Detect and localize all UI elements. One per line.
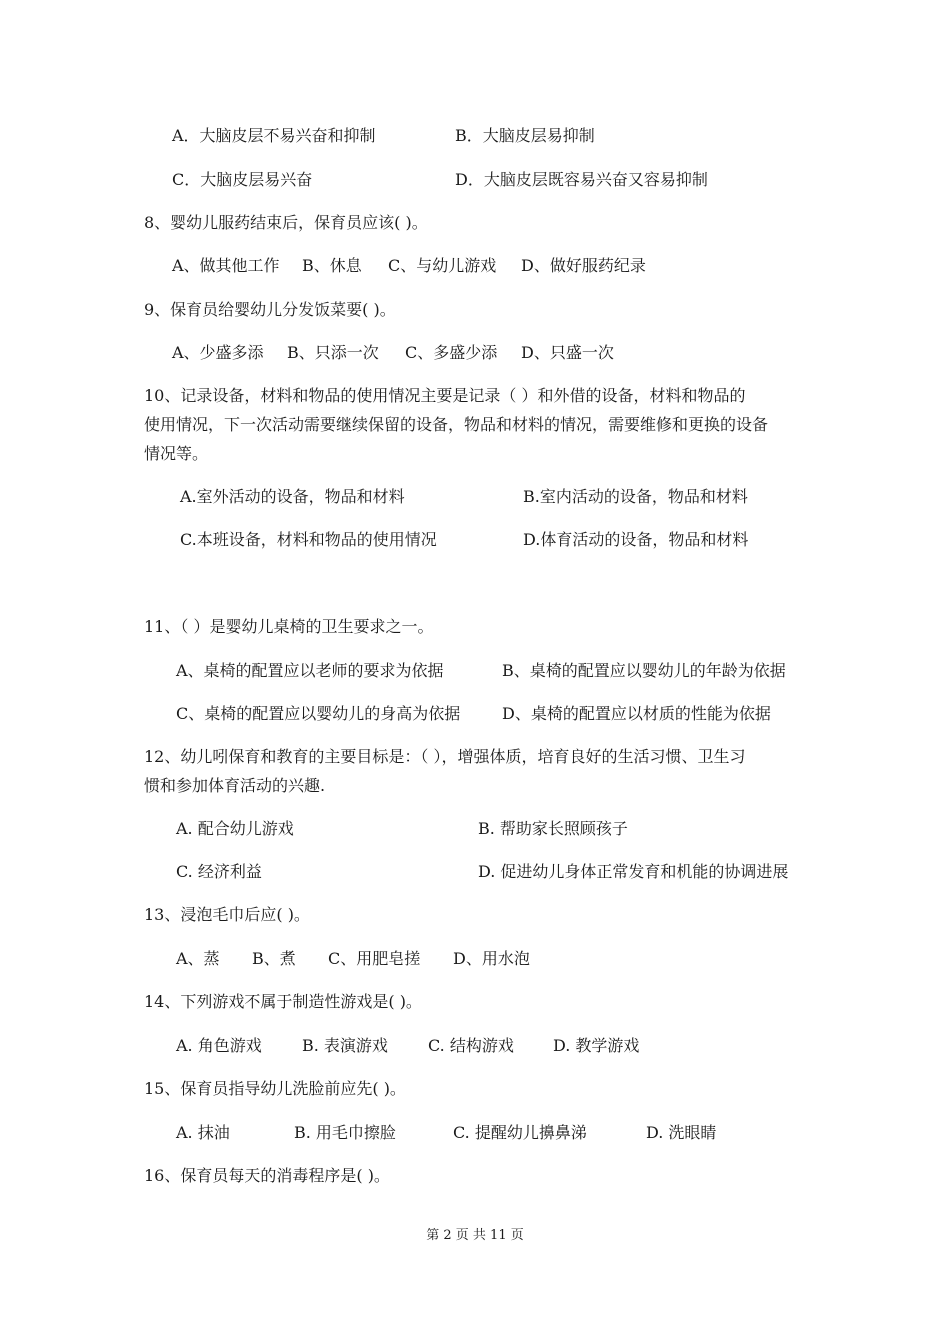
q10-option-c: C.本班设备，材料和物品的使用情况: [180, 530, 437, 549]
q10-option-a: A.室外活动的设备，物品和材料: [180, 487, 405, 506]
q8-option-c: C、与幼儿游戏: [388, 256, 497, 275]
q11-stem: 11、（ ）是婴幼儿桌椅的卫生要求之一。: [144, 617, 434, 636]
q12-option-a: A. 配合幼儿游戏: [176, 819, 294, 838]
q10-stem-line-1: 10、记录设备，材料和物品的使用情况主要是记录（ ）和外借的设备，材料和物品的: [144, 386, 746, 405]
q8-stem: 8、婴幼儿服药结束后，保育员应该( )。: [144, 213, 428, 232]
q14-option-b: B. 表演游戏: [302, 1036, 388, 1055]
q15-option-d: D. 洗眼睛: [646, 1123, 717, 1142]
q7-option-b: B．大脑皮层易抑制: [455, 126, 595, 145]
q10-option-d: D.体育活动的设备，物品和材料: [523, 530, 749, 549]
q8-option-b: B、休息: [302, 256, 362, 275]
q13-option-c: C、用肥皂搓: [328, 949, 421, 968]
q7-option-c: C．大脑皮层易兴奋: [172, 170, 313, 189]
q16-stem: 16、保育员每天的消毒程序是( )。: [144, 1166, 390, 1185]
q15-option-b: B. 用毛巾擦脸: [294, 1123, 396, 1142]
q10-stem-line-3: 情况等。: [144, 444, 209, 463]
q14-option-a: A. 角色游戏: [176, 1036, 262, 1055]
q8-option-a: A、做其他工作: [172, 256, 280, 275]
q10-stem-line-2: 使用情况，下一次活动需要继续保留的设备，物品和材料的情况，需要维修和更换的设备: [144, 415, 769, 434]
q15-option-a: A. 抹油: [176, 1123, 230, 1142]
q13-option-b: B、煮: [252, 949, 296, 968]
q9-option-a: A、少盛多添: [172, 343, 264, 362]
q9-stem: 9、保育员给婴幼儿分发饭菜要( )。: [144, 300, 396, 319]
q14-option-d: D. 教学游戏: [553, 1036, 640, 1055]
q12-option-c: C. 经济利益: [176, 862, 262, 881]
q12-stem-line-2: 惯和参加体育活动的兴趣.: [144, 776, 326, 795]
q11-option-c: C、桌椅的配置应以婴幼儿的身高为依据: [176, 704, 461, 723]
q11-option-a: A、桌椅的配置应以老师的要求为依据: [176, 661, 444, 680]
q13-option-a: A、蒸: [176, 949, 220, 968]
q11-option-d: D、桌椅的配置应以材质的性能为依据: [502, 704, 771, 723]
q13-option-d: D、用水泡: [453, 949, 530, 968]
q14-option-c: C. 结构游戏: [428, 1036, 514, 1055]
q13-stem: 13、浸泡毛巾后应( )。: [144, 905, 310, 924]
q9-option-c: C、多盛少添: [405, 343, 498, 362]
q14-stem: 14、下列游戏不属于制造性游戏是( )。: [144, 992, 422, 1011]
q9-option-d: D、只盛一次: [521, 343, 614, 362]
q15-option-c: C. 提醒幼儿擤鼻涕: [453, 1123, 587, 1142]
q11-option-b: B、桌椅的配置应以婴幼儿的年龄为依据: [502, 661, 786, 680]
q12-option-b: B. 帮助家长照顾孩子: [478, 819, 628, 838]
q7-option-d: D．大脑皮层既容易兴奋又容易抑制: [455, 170, 708, 189]
q15-stem: 15、保育员指导幼儿洗脸前应先( )。: [144, 1079, 406, 1098]
q12-stem-line-1: 12、幼儿吲保育和教育的主要目标是：（ ），增强体质，培育良好的生活习惯、卫生习: [144, 747, 746, 766]
q12-option-d: D. 促进幼儿身体正常发育和机能的协调进展: [478, 862, 789, 881]
q10-option-b: B.室内活动的设备，物品和材料: [523, 487, 748, 506]
q8-option-d: D、做好服药纪录: [521, 256, 646, 275]
q7-option-a: A．大脑皮层不易兴奋和抑制: [172, 126, 376, 145]
q9-option-b: B、只添一次: [287, 343, 379, 362]
page-footer: 第 2 页 共 11 页: [426, 1228, 524, 1243]
